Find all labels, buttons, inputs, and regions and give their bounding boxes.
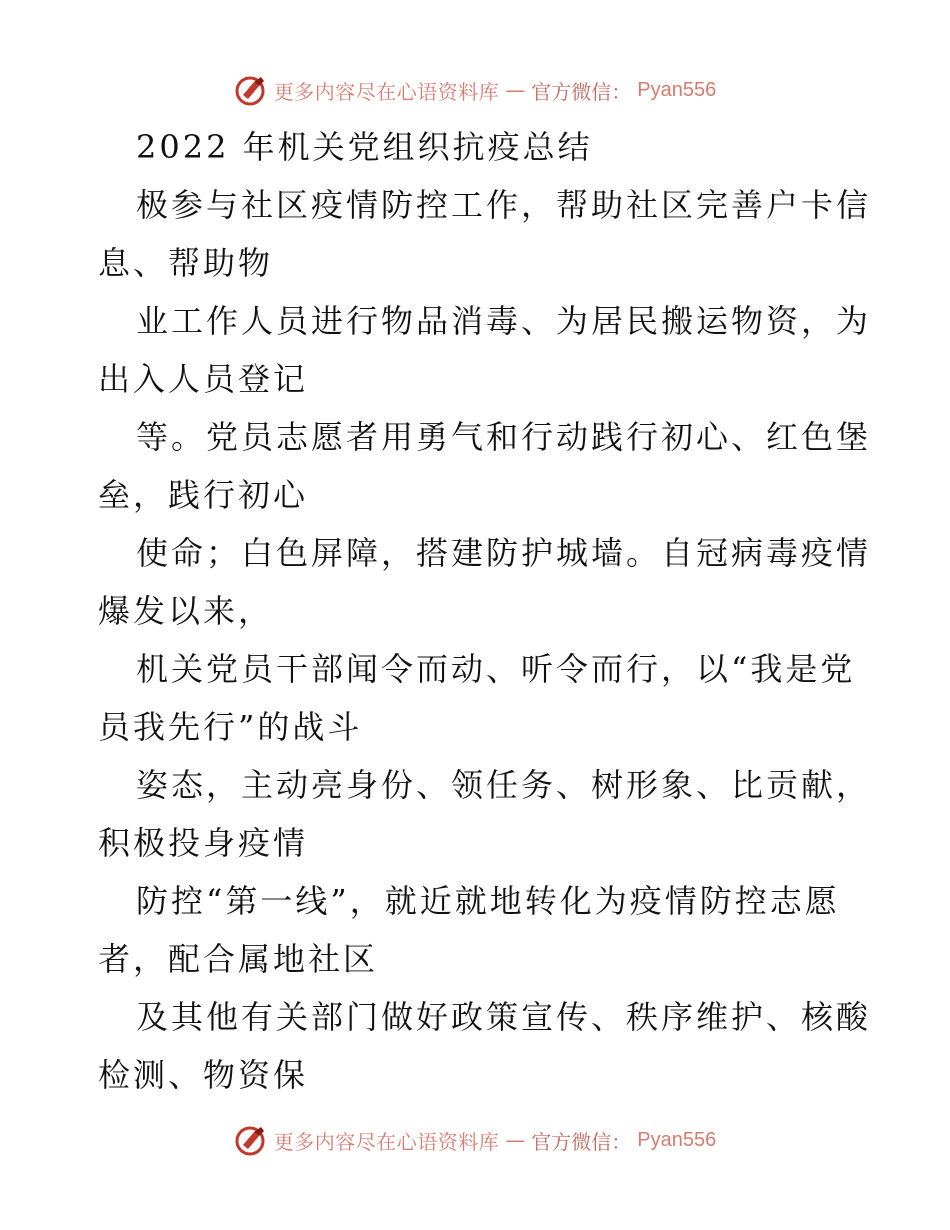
text-line: 积极投身疫情 <box>98 824 309 862</box>
text-line: 出入人员登记 <box>98 360 309 398</box>
text-line: 使命；白色屏障，搭建防护城墙。自冠病毒疫情 <box>136 534 872 572</box>
text-line: 检测、物资保 <box>98 1056 309 1094</box>
watermark-wechat-label: 官方微信： <box>531 1129 632 1154</box>
text-line: 等。党员志愿者用勇气和行动践行初心、红色堡 <box>136 418 872 456</box>
text-line: 及其他有关部门做好政策宣传、秩序维护、核酸 <box>136 998 872 1036</box>
watermark-banner-top <box>0 70 950 110</box>
document-body <box>98 118 872 1104</box>
text-line: 机关党员干部闻令而动、听令而行，以“我是党 <box>136 650 856 688</box>
watermark-site-text: 更多内容尽在心语资料库 <box>273 79 500 104</box>
text-line: 极参与社区疫情防控工作，帮助社区完善户卡信 <box>136 186 872 224</box>
text-line: 垒，践行初心 <box>98 476 309 514</box>
brand-logo-icon <box>234 73 268 107</box>
watermark-separator: — <box>505 78 526 102</box>
document-title: 2022 年机关党组织抗疫总结 <box>136 128 593 166</box>
text-line: 员我先行”的战斗 <box>98 708 363 746</box>
watermark-wechat-id: Pyan556 <box>637 1128 717 1151</box>
watermark-wechat-id: Pyan556 <box>637 78 717 101</box>
text-line: 爆发以来， <box>98 592 274 630</box>
text-line: 业工作人员进行物品消毒、为居民搬运物资，为 <box>136 302 872 340</box>
text-line: 息、帮助物 <box>98 244 274 282</box>
watermark-wechat-label: 官方微信： <box>531 79 632 104</box>
text-line: 姿态，主动亮身份、领任务、树形象、比贡献， <box>136 766 872 804</box>
text-line: 防控“第一线”，就近就地转化为疫情防控志愿 <box>136 882 840 920</box>
watermark-separator: — <box>505 1128 526 1152</box>
text-line: 者，配合属地社区 <box>98 940 379 978</box>
watermark-banner-bottom <box>0 1120 950 1160</box>
watermark-site-text: 更多内容尽在心语资料库 <box>273 1129 500 1154</box>
brand-logo-icon <box>234 1123 268 1157</box>
